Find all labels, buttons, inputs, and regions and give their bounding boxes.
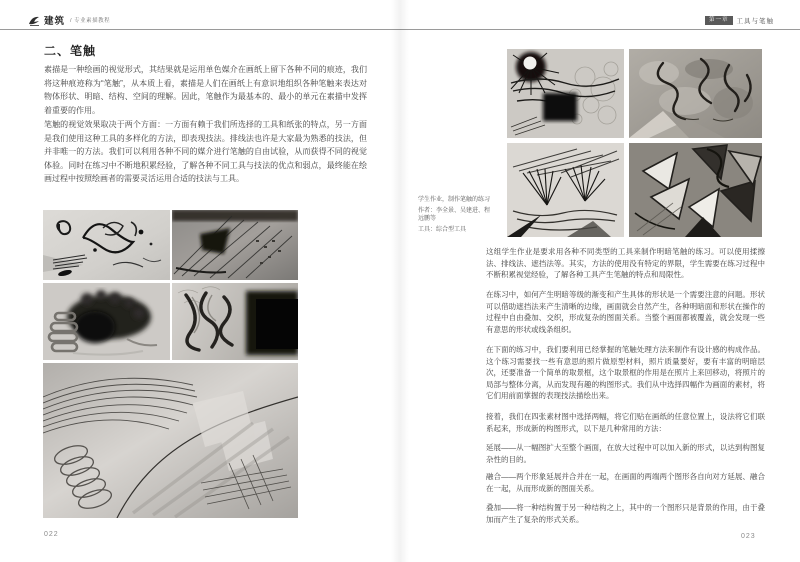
caption-line-3: 工具：综合型工具 — [418, 226, 467, 233]
right-paragraph-method-merge: 融合——两个形象延展并合并在一起，在画面的两端两个图形各自向对方延展、融合在一起，从而形成新的图面关系。 — [486, 472, 765, 493]
publisher-logo — [28, 11, 110, 29]
student-artwork-rope-curves — [172, 283, 298, 360]
student-artwork-ink-scribbles — [43, 210, 170, 280]
left-page-number: 022 — [44, 531, 59, 538]
left-paragraph-2: 笔触的视觉效果取决于两个方面：一方面有赖于我们所选择的工具和纸张的特点，另一方面是我们使用这种工具的多样化的方法，即表现技法。排线法也许是大家最为熟悉的技法，但并非唯一的方法。我们可以利用各种不同的媒介进行笔触的自由试验，从而获得不同的视觉体验。同时在练习中不断地积累经验，了解各种不同工具与技法的优点和弱点，最终能在绘画过程中按照绘画者的需要灵活运用合适的技法与工具。 — [44, 120, 367, 184]
logo-title: 建筑 — [44, 16, 66, 27]
chapter-badge: 第一章 — [705, 16, 733, 25]
student-artwork-charcoal-hatching — [172, 210, 298, 280]
student-artwork-spirals-arcs — [43, 363, 298, 518]
chapter-title: 工具与笔触 — [736, 18, 775, 25]
right-paragraph-3: 在下面的练习中，我们要利用已经掌握的笔触处理方法来制作有设计感的构成作品。这个练习需要找一些有意思的照片做原型材料，照片质量要好，要有丰富的明暗层次，还要准备一个简单的取景框，这个取景框的作用是在照片上来回移动，将照片的局部与整体分离，从而发现有趣的构图形式。我们从中选择四幅作为画面的素材，将它们用前面掌握的表现技法描绘出来。 — [486, 345, 765, 401]
caption-line-1: 学生作业，制作笔触的练习 — [418, 197, 491, 203]
student-artwork-wash-swirls — [629, 49, 762, 138]
right-page-number: 023 — [741, 533, 756, 540]
right-paragraph-method-extend: 延展——从一幅图扩大至整个画面，在放大过程中可以加入新的形式，以达到构图复杂性的目的。 — [486, 443, 765, 464]
student-artwork-smudged-mass — [43, 283, 170, 360]
right-paragraph-4: 接着，我们在四张素材图中选择两幅，将它们贴在画纸的任意位置上，设法将它们联系起来，形成新的构图形式，以下是几种常用的方法： — [486, 412, 765, 433]
right-paragraph-1: 这组学生作业是要求用各种不同类型的工具来制作明暗笔触的练习。可以使用揉擦法、排线法、遮挡法等。其实，方法的使用没有特定的界限，学生需要在练习过程中不断积累视觉经验，了解各种工具产生笔触的特点和局限性。 — [486, 247, 765, 280]
caption-line-2: 作者：李全景、吴建进、程远鹏等 — [418, 207, 491, 223]
bird-logo-icon — [28, 14, 41, 27]
student-artwork-moon-burst — [507, 49, 624, 138]
right-paragraph-method-overlay: 叠加——将一种结构置于另一种结构之上，其中的一个图形只是背景的作用，由于叠加而产生了复杂的形式关系。 — [486, 503, 765, 524]
logo-subtitle: / 专业素描教程 — [70, 18, 111, 24]
student-artwork-fan-strokes — [507, 143, 624, 237]
chapter-header — [705, 15, 774, 26]
right-paragraph-2: 在练习中，如何产生明暗等级的渐变和产生具体的形状是一个需要注意的问题。形状可以借助遮挡法来产生清晰的边缘，画面就会自然产生，各种明暗面和形状在操作的过程中自由叠加、交织，形成复杂的图面关系。当整个画面都被覆盖，就会发现一些有意思的形状或线条组织。 — [486, 290, 765, 334]
artwork-caption — [418, 196, 494, 236]
page-gutter-shadow — [391, 0, 409, 562]
student-artwork-geometric-shards — [629, 143, 762, 237]
left-paragraph-1: 素描是一种绘画的视觉形式，其结果就是运用单色媒介在画纸上留下各种不同的痕迹，我们将这种痕迹称为“笔触”，从本质上看，素描是人们在画纸上有意识地组织各种笔触来表达对物体形状、明暗、结构、空间的理解。因此，笔触作为最基本的、最小的单元在素描中发挥着重要的作用。 — [44, 65, 367, 115]
section-title: 二、笔触 — [44, 44, 97, 58]
